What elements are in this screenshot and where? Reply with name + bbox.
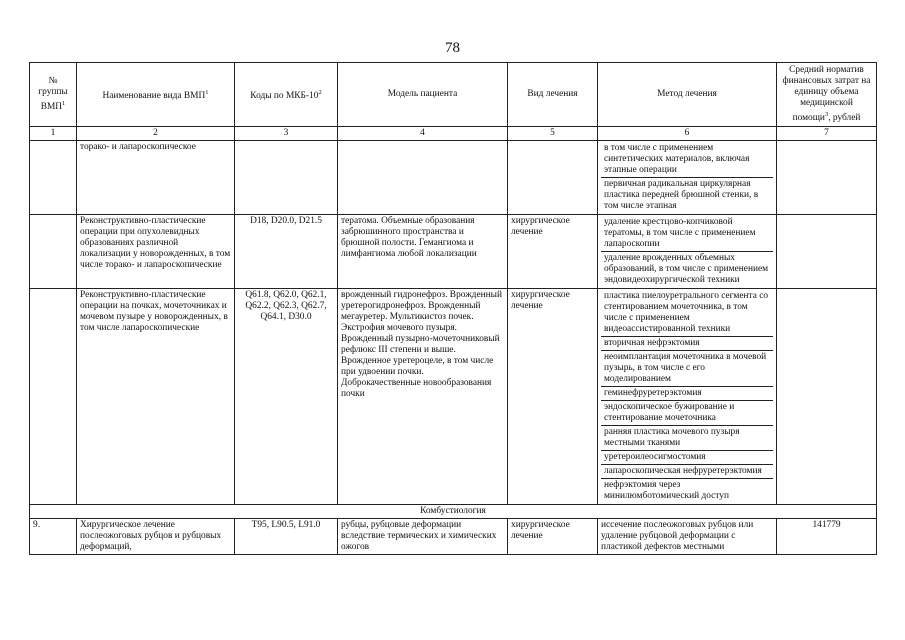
icd-codes-cell: D18, D20.0, D21.5 xyxy=(235,215,338,289)
vmp-name-cell: Хирургическое лечение послеожоговых рубцов и рубцовых деформаций, xyxy=(77,519,235,555)
group-number-cell: 9. xyxy=(30,519,77,555)
column-number: 3 xyxy=(235,127,338,141)
method-item: вторичная нефрэктомия xyxy=(601,337,773,351)
section-row xyxy=(30,505,877,519)
table-row xyxy=(30,215,877,289)
method-item: геминефруретерэктомия xyxy=(601,387,773,401)
table-row xyxy=(30,289,877,505)
method-cell xyxy=(598,289,777,505)
header-patient-model: Модель пациента xyxy=(338,63,508,127)
column-number: 7 xyxy=(777,127,877,141)
cost-cell: 141779 xyxy=(777,519,877,555)
vmp-name-cell: Реконструктивно-пластические операции на почках, мочеточниках и мочевом пузыре у новорожденных, в том числе лапароскопические xyxy=(77,289,235,505)
header-group-number: № группы ВМП$^1$ xyxy=(30,63,77,127)
treatment-type-cell: хирургическое лечение xyxy=(508,289,598,505)
column-number: 2 xyxy=(77,127,235,141)
method-item: лапароскопическая нефруретерэктомия xyxy=(601,465,773,479)
method-cell: иссечение послеожоговых рубцов или удаление рубцовой деформации с пластикой дефектов местными xyxy=(598,519,777,555)
column-number: 5 xyxy=(508,127,598,141)
table-row xyxy=(30,141,877,215)
method-item: в том числе с применением синтетических материалов, включая этапные операции xyxy=(601,142,773,178)
header-icd-codes: Коды по МКБ-$10^2$ xyxy=(235,63,338,127)
method-item: первичная радикальная циркулярная пластика передней брюшной стенки, в том числе этапная xyxy=(604,179,759,211)
icd-codes-cell: T95, L90.5, L91.0 xyxy=(235,519,338,555)
method-item: удаление крестцово-копчиковой тератомы, в том числе с применением лапароскопии xyxy=(601,216,773,252)
column-number: 1 xyxy=(30,127,77,141)
treatment-type-cell: хирургическое лечение xyxy=(508,519,598,555)
method-item: нефрэктомия через минилюмботомический доступ xyxy=(604,480,729,501)
vmp-name-cell: Реконструктивно-пластические операции при опухолевидных образованиях различной локализации у новорожденных, в том числе торако- и лапароскопические xyxy=(77,215,235,289)
method-cell xyxy=(598,215,777,289)
section-title: Комбустиология xyxy=(30,505,877,519)
header-treatment-method: Метод лечения xyxy=(598,63,777,127)
method-cell xyxy=(598,141,777,215)
treatment-type-cell: хирургическое лечение xyxy=(508,215,598,289)
page-number: 78 xyxy=(445,40,460,56)
table-row xyxy=(30,519,877,555)
method-item: удаление врожденных объемных образований, в том числе с применением эндовидеохирургической техники xyxy=(604,253,769,285)
column-number-row xyxy=(30,127,877,141)
vmp-name-cell: торако- и лапароскопическое xyxy=(77,141,235,215)
header-cost-norm: Средний норматив финансовых затрат на единицу объема медицинской помощи$^3$, рублей xyxy=(777,63,877,127)
method-item: эндоскопическое бужирование и стентирование мочеточника xyxy=(601,401,773,426)
icd-codes-cell: Q61.8, Q62.0, Q62.1, Q62.2, Q62.3, Q62.7, Q64.1, D30.0 xyxy=(235,289,338,505)
method-item: пластика пиелоуретрального сегмента со стентированием мочеточника, в том числе с применением видеоассистированной техники xyxy=(601,290,773,337)
patient-model-cell: тератома. Объемные образования забрюшинного пространства и брюшной полости. Гемангиома и лимфангиома любой локализации xyxy=(338,215,508,289)
column-number: 6 xyxy=(598,127,777,141)
method-item: ранняя пластика мочевого пузыря местными тканями xyxy=(601,426,773,451)
header-row xyxy=(30,63,877,127)
method-item: уретероилеосигмостомия xyxy=(601,451,773,465)
patient-model-cell: рубцы, рубцовые деформации вследствие термических и химических ожогов xyxy=(338,519,508,555)
header-vmp-name: Наименование вида ВМП$^1$ xyxy=(77,63,235,127)
vmp-table xyxy=(29,62,877,555)
patient-model-cell: врожденный гидронефроз. Врожденный уретерогидронефроз. Врожденный мегауретер. Мультикистоз почек. Экстрофия мочевого пузыря. Врожденный пузырно-мочеточниковый рефлюкс III степени и выше. Врожденное уретероцеле, в том числе при удвоении почки. Доброкачественные новообразования почки xyxy=(338,289,508,505)
method-item: неоимплантация мочеточника в мочевой пузырь, в том числе с его моделированием xyxy=(601,351,773,387)
header-treatment-type: Вид лечения xyxy=(508,63,598,127)
column-number: 4 xyxy=(338,127,508,141)
